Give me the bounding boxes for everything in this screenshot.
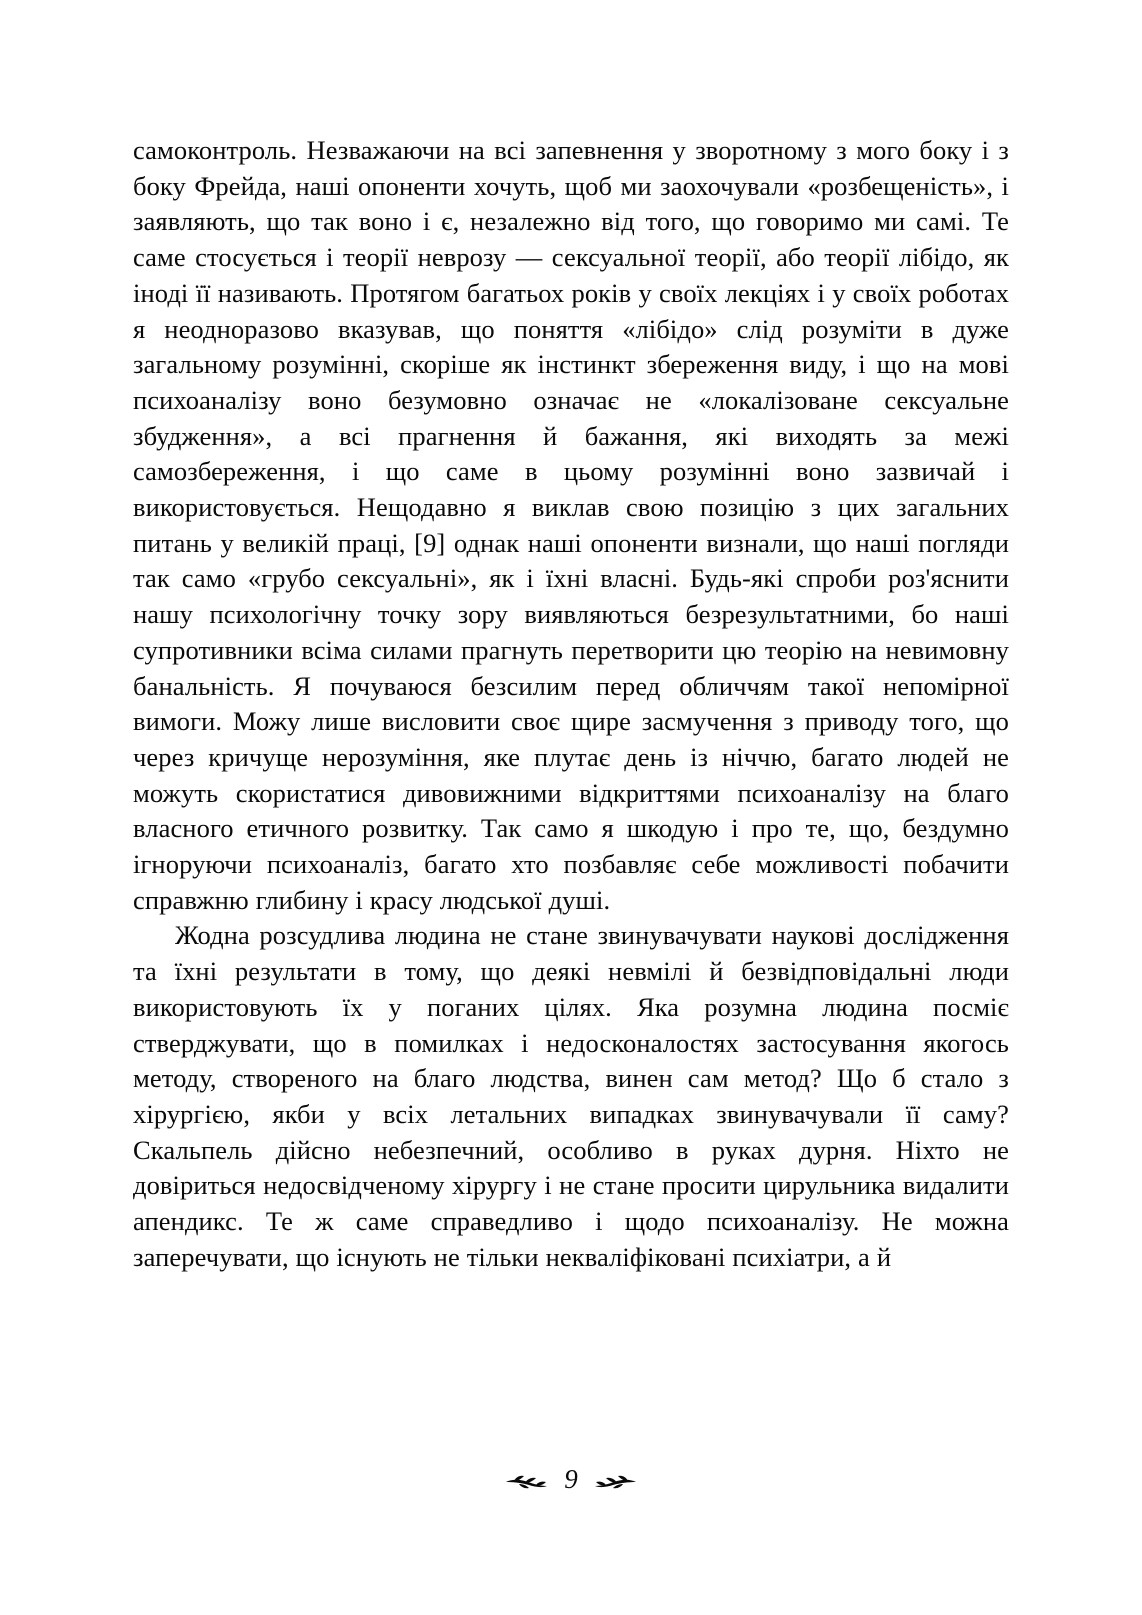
leaf-sprig-ornament-right [592,1469,638,1493]
body-paragraph-2: Жодна розсудлива людина не стане звинувачувати наукові дослідження та їхні результати в тому, що деякі невмілі й безвідповідальні люди використовують їх у поганих цілях. Яка розумна людина посміє стверджувати, що в помилках і недосконалостях застосування якогось методу, створеного на благо людства, винен сам метод? Що б стало з хірургією, якби у всіх летальних випадках звинувачували її саму? Скальпель дійсно небезпечний, особливо в руках дурня. Ніхто не довіриться недосвідченому хірургу і не стане просити цирульника видалити апендикс. Те ж саме справедливо і щодо психоаналізу. Не можна заперечувати, що існують не тільки некваліфіковані психіатри, а й [133,920,1009,1272]
page-footer [0,1466,1142,1495]
body-paragraph-1: самоконтроль. Незважаючи на всі запевнення у зворотному з мого боку і з боку Фрейда, наші опоненти хочуть, щоб ми заохочували «розбещеність», і заявляють, що так воно і є, незалежно від того, що говоримо ми самі. Те саме стосується і теорії неврозу — сексуальної теорії, або теорії лібідо, як іноді її називають. Протягом багатьох років у своїх лекціях і у своїх роботах я неодноразово вказував, що поняття «лібідо» слід розуміти в дуже загальному розумінні, скоріше як інстинкт збереження виду, і що на мові психоаналізу воно безумовно означає не «локалізоване сексуальне збудження», а всі прагнення й бажання, які виходять за межі самозбереження, і що саме в цьому розумінні воно зазвичай і використовується. Нещодавно я виклав свою позицію з цих загальних питань у великій праці, [9] однак наші опоненти визнали, що наші погляди так само «грубо сексуальні», як і їхні власні. Будь-які спроби роз'яснити нашу психологічну точку зору виявляються безрезультатними, бо наші супротивники всіма силами прагнуть перетворити цю теорію на невимовну банальність. Я почуваюся безсилим перед обличчям такої непомірної вимоги. Можу лише висловити своє щире засмучення з приводу того, що через кричуще нерозуміння, яке плутає день із ніччю, багато людей не можуть скористатися дивовижними відкриттями психоаналізу на благо власного етичного розвитку. Так само я шкодую і про те, що, бездумно ігноруючи психоаналіз, багато хто позбавляє себе можливості побачити справжню глибину і красу людської душі. [133,135,1009,915]
page-text-block [133,133,1009,1276]
leaf-sprig-ornament-left [504,1469,550,1493]
page-number: 9 [564,1464,578,1494]
